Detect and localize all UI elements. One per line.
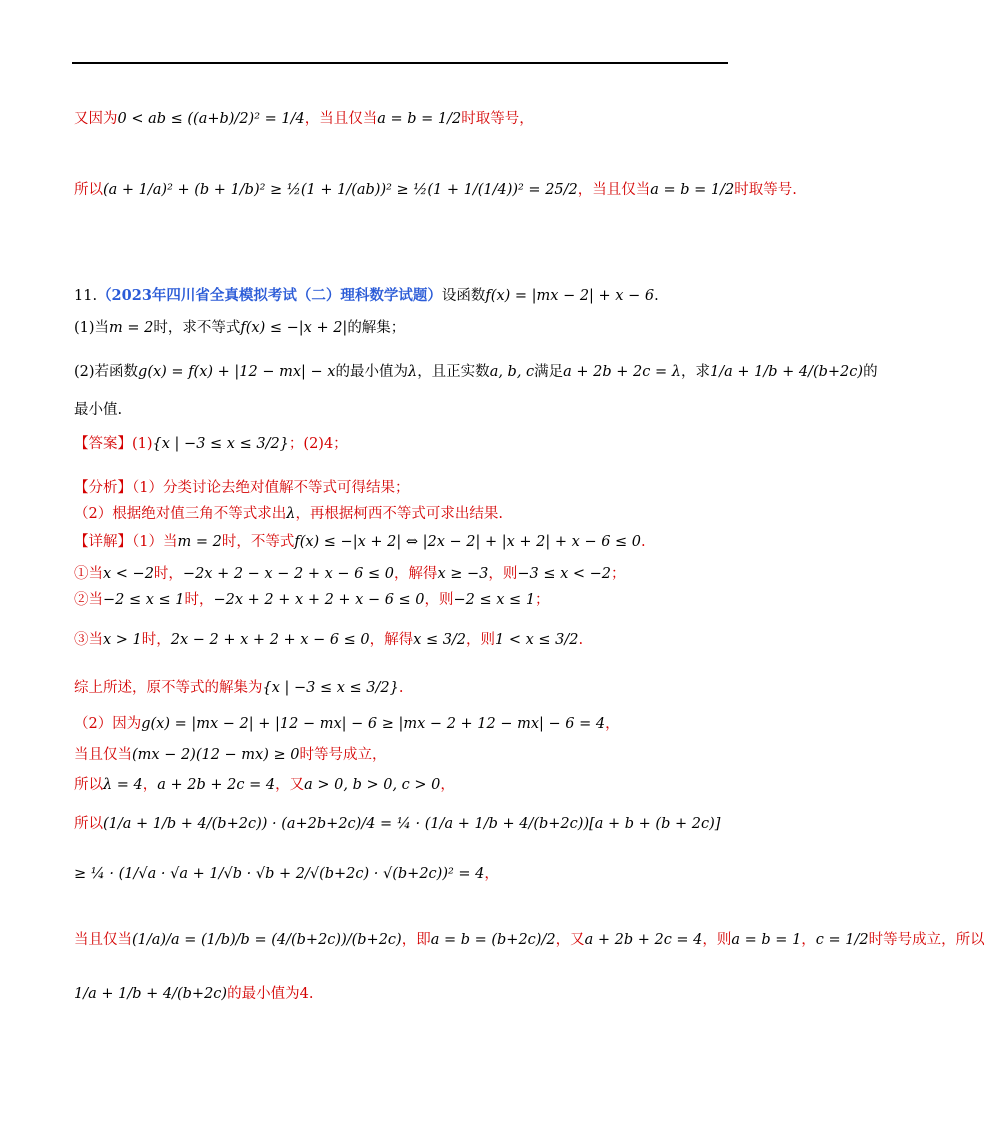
math-expression: x > 1: [103, 632, 142, 648]
text-segment: 的: [863, 364, 878, 380]
math-expression: a + 2b + 2c = 4: [584, 932, 703, 948]
text-segment: ，: [142, 777, 158, 793]
text-segment: 当且仅当: [74, 932, 132, 948]
math-expression: λ: [407, 364, 418, 380]
text-segment: ，又: [555, 932, 585, 948]
text-line-l5: [74, 360, 878, 381]
math-expression: {x | −3 ≤ x ≤ 3/2}: [152, 436, 289, 452]
text-segment: ，求: [680, 364, 710, 380]
text-segment: 时，: [153, 566, 183, 582]
text-segment: 的解集；: [347, 320, 406, 336]
math-expression: 1/a + 1/b + 4/(b+2c): [709, 364, 864, 380]
math-expression: g(x) = |mx − 2| + |12 − mx| − 6 ≥ |mx − 2 + 12 − mx| − 6 = 4: [141, 716, 606, 732]
text-segment: ；(2)4；: [288, 436, 348, 452]
text-segment: (1)当: [74, 320, 110, 336]
text-segment: ，解得: [369, 632, 414, 648]
text-segment: ，: [605, 716, 620, 732]
text-line-l10: [74, 530, 646, 551]
text-segment: (1): [132, 436, 153, 452]
text-line-l21: [74, 982, 313, 1003]
text-segment: ，: [484, 866, 499, 882]
math-expression: g(x) = f(x) + |12 − mx| − x: [138, 364, 336, 380]
math-expression: f(x) ≤ −|x + 2|: [240, 320, 348, 336]
text-line-l16: [74, 743, 387, 764]
math-expression: a = b = 1: [731, 932, 802, 948]
math-expression: 0 < ab ≤ ((a+b)/2)² = 1/4: [117, 111, 305, 127]
text-segment: ，: [440, 777, 455, 793]
text-segment: 的最小值为4.: [227, 986, 314, 1002]
math-expression: a = b = (b+2c)/2: [430, 932, 556, 948]
text-segment: 设函数: [441, 288, 486, 304]
text-segment: 的最小值为: [335, 364, 408, 380]
text-segment: （2023年四川省全真模拟考试（二）理科数学试题）: [97, 287, 442, 304]
text-segment: 又因为: [74, 111, 118, 127]
text-segment: ，则: [466, 632, 496, 648]
text-segment: 时取等号，: [461, 111, 534, 127]
text-line-l2: [74, 178, 797, 199]
text-segment: 时，: [141, 632, 171, 648]
text-segment: .: [654, 288, 659, 304]
text-segment: .: [641, 534, 646, 550]
text-segment: 所以: [74, 182, 103, 198]
text-line-l14: [74, 676, 403, 697]
text-line-l11: [74, 562, 626, 583]
text-segment: (2)若函数: [74, 364, 139, 380]
text-segment: 满足: [534, 364, 564, 380]
text-segment: 【答案】: [74, 436, 132, 452]
text-line-l20: [74, 928, 985, 949]
math-expression: f(x) ≤ −|x + 2| ⇔ |2x − 2| + |x + 2| + x − 6 ≤ 0: [294, 534, 642, 550]
math-expression: a + 2b + 2c = 4: [157, 777, 276, 793]
text-line-l19: [74, 862, 499, 883]
text-segment: ，则: [702, 932, 732, 948]
math-expression: x ≥ −3: [437, 566, 489, 582]
math-expression: m = 2: [109, 320, 154, 336]
math-expression: 2x − 2 + x + 2 + x − 6 ≤ 0: [170, 632, 370, 648]
text-line-l6: [74, 398, 122, 419]
text-segment: 时，不等式: [221, 534, 295, 550]
math-expression: a, b, c: [489, 364, 535, 380]
text-segment: 时取等号.: [734, 182, 797, 198]
text-segment: ，当且仅当: [304, 111, 378, 127]
math-expression: −2 ≤ x ≤ 1: [103, 592, 185, 608]
math-expression: λ = 4: [103, 777, 143, 793]
text-segment: 所以: [74, 777, 103, 793]
text-line-l18: [74, 812, 720, 833]
text-segment: ，又: [275, 777, 305, 793]
text-segment: 最小值.: [74, 402, 123, 418]
text-segment: ②当: [74, 592, 103, 608]
text-segment: ；: [535, 592, 550, 608]
text-segment: 11.: [74, 288, 98, 304]
text-segment: 【分析】（1）分类讨论去绝对值解不等式可得结果；: [74, 480, 410, 496]
text-segment: ，解得: [393, 566, 438, 582]
math-expression: −2x + 2 − x − 2 + x − 6 ≤ 0: [182, 566, 394, 582]
math-expression: (1/a + 1/b + 4/(b+2c)) · (a+2b+2c)/4 = ¼ · (1/a + 1/b + 4/(b+2c))[a + b + (b + 2c)]: [103, 816, 721, 832]
math-expression: (1/a)/a = (1/b)/b = (4/(b+2c))/(b+2c): [132, 932, 402, 948]
math-expression: −2x + 2 + x + 2 + x − 6 ≤ 0: [213, 592, 425, 608]
math-expression: ≥ ¼ · (1/√a · √a + 1/√b · √b + 2/√(b+2c) · √(b+2c))² = 4: [74, 866, 485, 882]
text-segment: 时等号成立，: [299, 747, 387, 763]
text-segment: .: [398, 680, 404, 696]
math-expression: f(x) = |mx − 2| + x − 6: [485, 288, 655, 304]
text-segment: ，且正实数: [417, 364, 490, 380]
math-expression: a = b = 1/2: [377, 111, 462, 127]
math-expression: −2 ≤ x ≤ 1: [453, 592, 536, 608]
text-line-l3: [74, 284, 659, 305]
text-line-l8: [74, 476, 409, 497]
text-line-l15: [74, 712, 620, 733]
text-line-l7: [74, 432, 348, 453]
text-line-l9: [74, 502, 503, 523]
math-expression: c = 1/2: [815, 932, 869, 948]
text-segment: ，再根据柯西不等式可求出结果.: [295, 506, 504, 522]
text-segment: 时，: [184, 592, 214, 608]
math-expression: a = b = 1/2: [650, 182, 735, 198]
math-expression: (a + 1/a)² + (b + 1/b)² ≥ ½(1 + 1/(ab))² ≥ ½(1 + 1/(1/4))² = 25/2: [103, 182, 578, 198]
text-line-l17: [74, 773, 455, 794]
math-expression: x ≤ 3/2: [413, 632, 467, 648]
math-expression: x < −2: [103, 566, 154, 582]
header-rule: [72, 62, 728, 64]
text-segment: （2）根据绝对值三角不等式求出: [74, 506, 287, 522]
math-expression: a > 0, b > 0, c > 0: [304, 777, 441, 793]
math-expression: a + 2b + 2c = λ: [563, 364, 681, 380]
math-expression: 1/a + 1/b + 4/(b+2c): [74, 986, 228, 1002]
text-segment: ，则: [488, 566, 518, 582]
text-segment: ①当: [74, 566, 103, 582]
text-segment: ③当: [74, 632, 103, 648]
text-line-l1: [74, 107, 534, 128]
text-segment: 时等号成立，所以: [868, 932, 985, 948]
math-expression: λ: [286, 506, 296, 522]
text-segment: ，则: [424, 592, 454, 608]
text-segment: （2）因为: [74, 716, 142, 732]
text-segment: 综上所述，原不等式的解集为: [74, 680, 263, 696]
text-segment: 所以: [74, 816, 103, 832]
text-line-l4: [74, 316, 405, 337]
text-segment: ，: [801, 932, 816, 948]
text-segment: 【详解】（1）当: [74, 534, 178, 550]
text-segment: .: [578, 632, 584, 648]
text-segment: ，当且仅当: [577, 182, 651, 198]
math-expression: {x | −3 ≤ x ≤ 3/2}: [262, 680, 399, 696]
math-expression: (mx − 2)(12 − mx) ≥ 0: [132, 747, 300, 763]
math-expression: 1 < x ≤ 3/2: [495, 632, 579, 648]
text-line-l13: [74, 628, 583, 649]
text-segment: 时，求不等式: [153, 320, 241, 336]
text-segment: 当且仅当: [74, 747, 132, 763]
math-expression: m = 2: [177, 534, 222, 550]
math-expression: −3 ≤ x < −2: [517, 566, 612, 582]
text-segment: ；: [611, 566, 626, 582]
text-line-l12: [74, 588, 550, 609]
text-segment: ，即: [401, 932, 431, 948]
